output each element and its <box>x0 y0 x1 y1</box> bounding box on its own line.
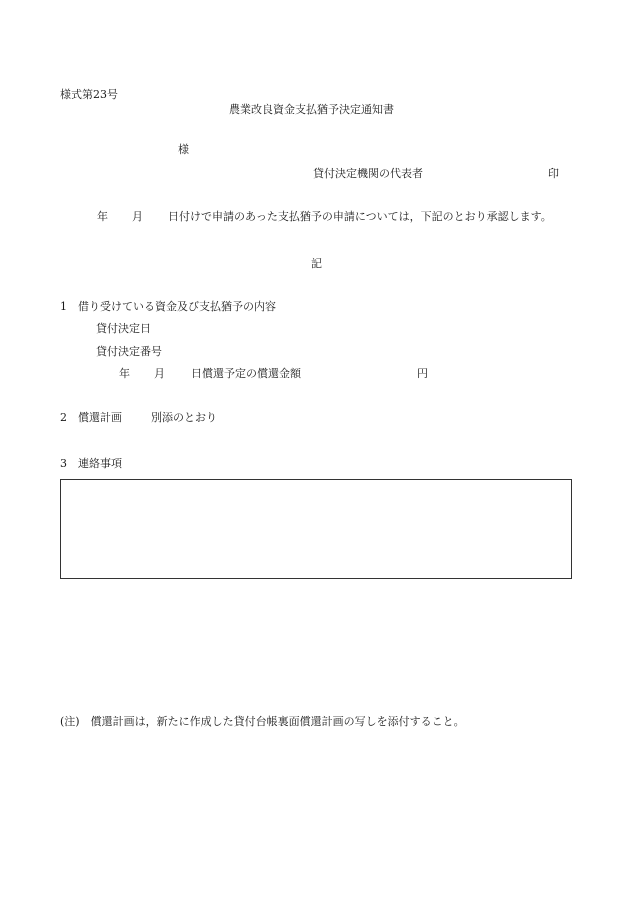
addressee-suffix: 様 <box>178 143 189 156</box>
intro-month: 月 <box>132 210 143 223</box>
intro-year: 年 <box>97 210 108 223</box>
section3-heading: 3 連絡事項 <box>60 457 122 470</box>
form-number: 様式第23号 <box>60 88 118 101</box>
loan-decision-number: 貸付決定番号 <box>96 345 162 358</box>
repay-month: 月 <box>154 367 165 380</box>
loan-decision-date: 貸付決定日 <box>96 322 151 335</box>
footnote: (注) 償還計画は，新たに作成した貸付台帳裏面償還計画の写しを添付すること。 <box>60 715 465 728</box>
document-title: 農業改良資金支払猶予決定通知書 <box>229 103 394 116</box>
section2-value: 別添のとおり <box>151 411 217 424</box>
repay-amount-label: 日償還予定の償還金額 <box>191 367 301 380</box>
seal-mark: 印 <box>548 167 559 180</box>
sender-label: 貸付決定機関の代表者 <box>313 167 423 180</box>
repay-year: 年 <box>119 367 130 380</box>
section1-heading: 1 借り受けている資金及び支払猶予の内容 <box>60 300 276 313</box>
section2-heading: 2 償還計画 <box>60 411 122 424</box>
intro-text: 日付けで申請のあった支払猶予の申請については，下記のとおり承認します。 <box>168 210 552 223</box>
ki-heading: 記 <box>311 257 322 270</box>
contact-notes-box <box>60 479 572 579</box>
yen-unit: 円 <box>417 367 428 380</box>
